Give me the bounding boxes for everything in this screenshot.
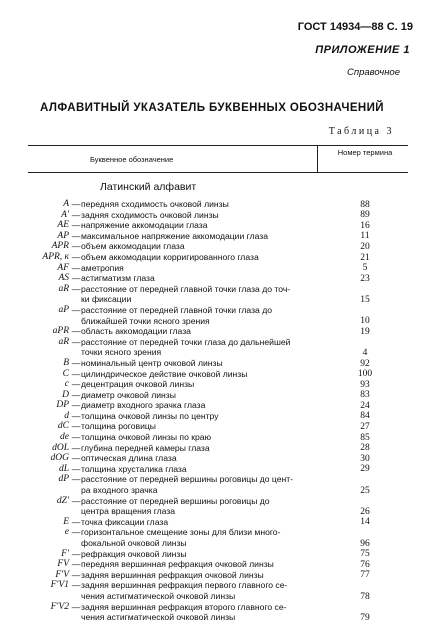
table-header-rule <box>28 172 408 173</box>
row-description <box>81 220 323 231</box>
row-description-line: расстояние от передней главной точки глаза до <box>81 304 273 315</box>
row-term-number: 96 <box>360 538 370 549</box>
row-symbol: AS <box>58 273 69 284</box>
row-symbol: dC <box>57 421 69 432</box>
row-symbol: F'V <box>55 569 69 580</box>
row-description <box>81 199 323 210</box>
row-description <box>81 252 323 263</box>
row-term-number: 14 <box>360 517 370 528</box>
row-term-number: 16 <box>360 220 370 231</box>
row-symbol: aR <box>58 283 69 294</box>
row-description <box>81 432 323 443</box>
row-dash: — <box>71 220 81 231</box>
row-dash: — <box>71 474 81 485</box>
row-dash: — <box>71 516 81 527</box>
row-description <box>81 464 323 475</box>
row-dash: — <box>71 209 81 220</box>
row-term-number: 10 <box>360 316 370 327</box>
table-row <box>0 369 422 380</box>
row-dash: — <box>71 527 81 538</box>
row-description-line: цилиндрическое действие очковой линзы <box>81 368 248 379</box>
row-description-line: объем аккомодации глаза <box>81 241 185 252</box>
row-description-line: диаметр очковой линзы <box>81 389 176 400</box>
row-description <box>81 263 323 274</box>
table-row <box>0 527 422 548</box>
row-term-number: 27 <box>360 422 370 433</box>
row-dash: — <box>71 463 81 474</box>
row-description-line: ра входного зрачка <box>81 485 158 496</box>
row-term-number: 25 <box>360 485 370 496</box>
row-term-number: 83 <box>360 390 370 401</box>
row-description <box>81 580 323 601</box>
row-term-number: 4 <box>362 347 368 358</box>
row-symbol: D <box>62 389 69 400</box>
row-description <box>81 379 323 390</box>
row-description-line: диаметр входного зрачка глаза <box>81 400 206 411</box>
page-title: АЛФАВИТНЫЙ УКАЗАТЕЛЬ БУКВЕННЫХ ОБОЗНАЧЕНИЙ <box>40 102 384 114</box>
row-description <box>81 411 323 422</box>
row-description <box>81 337 323 358</box>
row-term-number: 5 <box>362 263 368 274</box>
row-dash: — <box>71 421 81 432</box>
table-row <box>0 496 422 517</box>
table-row <box>0 305 422 326</box>
row-description-line: толщина хрусталика глаза <box>81 463 187 474</box>
row-term-number: 15 <box>360 294 370 305</box>
row-description-line: аметропия <box>81 262 124 273</box>
row-description <box>81 273 323 284</box>
row-dash: — <box>71 389 81 400</box>
row-dash: — <box>71 569 81 580</box>
row-description <box>81 421 323 432</box>
table-row <box>0 411 422 422</box>
row-dash: — <box>71 357 81 368</box>
row-dash: — <box>71 442 81 453</box>
row-symbol: aP <box>58 304 69 315</box>
row-dash: — <box>71 283 81 294</box>
row-term-number: 85 <box>360 432 370 443</box>
row-term-number: 75 <box>360 549 370 560</box>
row-dash: — <box>71 400 81 411</box>
row-symbol: DP <box>56 400 69 411</box>
header-column-divider <box>317 145 318 172</box>
row-description <box>81 369 323 380</box>
row-dash: — <box>71 336 81 347</box>
row-term-number: 20 <box>360 241 370 252</box>
row-description-line: задняя вершинная рефракция очковой линзы <box>81 569 264 580</box>
table-row <box>0 549 422 560</box>
row-description <box>81 453 323 464</box>
row-description <box>81 231 323 242</box>
row-dash: — <box>71 230 81 241</box>
table-row <box>0 358 422 369</box>
row-symbol: c <box>64 379 69 390</box>
table-row <box>0 252 422 263</box>
row-dash: — <box>71 495 81 506</box>
row-symbol: C <box>62 368 69 379</box>
table-row <box>0 220 422 231</box>
table-row <box>0 474 422 495</box>
row-dash: — <box>71 326 81 337</box>
row-symbol: de <box>60 432 69 443</box>
row-dash: — <box>71 601 81 612</box>
row-description-line: центра вращения глаза <box>81 506 176 517</box>
table-row <box>0 199 422 210</box>
table-row <box>0 421 422 432</box>
row-description-line: объем аккомодации корригированного глаза <box>81 251 259 262</box>
table-row <box>0 263 422 274</box>
row-description-line: задняя сходимость очковой линзы <box>81 209 219 220</box>
table-row <box>0 273 422 284</box>
row-dash: — <box>71 368 81 379</box>
row-description <box>81 284 323 305</box>
appendix-label: ПРИЛОЖЕНИЕ 1 <box>315 44 410 56</box>
row-description <box>81 390 323 401</box>
document-header: ГОСТ 14934—88 С. 19 <box>297 21 413 33</box>
row-term-number: 23 <box>360 273 370 284</box>
table-row <box>0 453 422 464</box>
row-term-number: 24 <box>360 400 370 411</box>
row-description-line: фокальной очковой линзы <box>81 538 187 548</box>
row-description-line: толщина очковой линзы по центру <box>81 410 219 421</box>
table-row <box>0 231 422 242</box>
row-description <box>81 326 323 337</box>
row-symbol: F'V2 <box>50 601 69 612</box>
row-term-number: 78 <box>360 591 370 602</box>
table-row <box>0 602 422 623</box>
row-description-line: номинальный центр очковой линзы <box>81 357 223 368</box>
row-symbol: F' <box>61 548 69 559</box>
row-symbol: A' <box>61 209 69 220</box>
row-term-number: 88 <box>360 199 370 210</box>
row-description-line: задняя вершинная рефракция первого главного се- <box>81 580 288 591</box>
row-symbol: APR <box>51 241 69 252</box>
row-symbol: E <box>63 516 69 527</box>
row-symbol: dL <box>58 463 69 474</box>
row-term-number: 30 <box>360 453 370 464</box>
row-description <box>81 241 323 252</box>
row-description-line: точки ясного зрения <box>81 347 162 358</box>
row-description-line: чения астигматической очковой линзы <box>81 612 236 623</box>
row-description-line: задняя вершинная рефракция второго главного се- <box>81 601 287 612</box>
row-symbol: AF <box>57 262 69 273</box>
row-symbol: aPR <box>52 326 69 337</box>
row-symbol: AP <box>57 230 69 241</box>
table-row <box>0 443 422 454</box>
table-row <box>0 464 422 475</box>
row-description <box>81 443 323 454</box>
row-symbol: B <box>63 357 69 368</box>
table-row <box>0 241 422 252</box>
row-symbol: d <box>64 410 69 421</box>
row-term-number: 76 <box>360 559 370 570</box>
section-heading: Латинский алфавит <box>100 181 197 193</box>
row-description <box>81 358 323 369</box>
row-symbol: APR, к <box>42 251 69 262</box>
table-row <box>0 390 422 401</box>
row-term-number: 77 <box>360 570 370 581</box>
row-description-line: передняя вершинная рефракция очковой линзы <box>81 559 274 570</box>
row-symbol: dP <box>58 474 69 485</box>
row-dash: — <box>71 304 81 315</box>
table-row <box>0 337 422 358</box>
row-description <box>81 559 323 570</box>
row-term-number: 84 <box>360 411 370 422</box>
row-description <box>81 474 323 495</box>
table-row <box>0 326 422 337</box>
row-symbol: dOL <box>52 442 69 453</box>
row-term-number: 89 <box>360 210 370 221</box>
row-dash: — <box>71 241 81 252</box>
row-description <box>81 527 323 548</box>
row-description-line: чения астигматической очковой линзы <box>81 590 236 601</box>
row-symbol: aR <box>58 336 69 347</box>
row-description-line: ки фиксации <box>81 294 132 305</box>
row-dash: — <box>71 432 81 443</box>
row-term-number: 100 <box>357 369 373 380</box>
table-row <box>0 517 422 528</box>
row-dash: — <box>71 580 81 591</box>
row-dash: — <box>71 262 81 273</box>
row-symbol: AE <box>57 220 69 231</box>
row-term-number: 93 <box>360 379 370 390</box>
row-term-number: 92 <box>360 358 370 369</box>
row-term-number: 21 <box>360 252 370 263</box>
row-description-line: максимальное напряжение аккомодации глаза <box>81 230 269 241</box>
row-dash: — <box>71 199 81 209</box>
row-symbol: F'V1 <box>50 580 69 591</box>
table-row <box>0 400 422 411</box>
row-description <box>81 517 323 528</box>
row-description <box>81 549 323 560</box>
row-description-line: толщина очковой линзы по краю <box>81 432 212 443</box>
row-term-number: 11 <box>360 231 370 242</box>
row-description-line: расстояние от передней вершины роговицы до цент- <box>81 474 294 485</box>
table-row <box>0 432 422 443</box>
row-description-line: точка фиксации глаза <box>81 516 169 527</box>
row-description-line: расстояние от передней главной точки глаза до точ- <box>81 283 291 294</box>
index-table-body <box>0 199 422 623</box>
row-description-line: ближайшей точки ясного зрения <box>81 315 210 326</box>
row-description-line: астигматизм глаза <box>81 273 155 284</box>
row-dash: — <box>71 251 81 262</box>
row-dash: — <box>71 273 81 284</box>
row-symbol: e <box>64 527 69 538</box>
row-description-line: область аккомодации глаза <box>81 326 191 337</box>
row-term-number: 29 <box>360 464 370 475</box>
row-description <box>81 210 323 221</box>
table-label: Таблица 3 <box>328 126 394 137</box>
row-description <box>81 305 323 326</box>
row-term-number: 26 <box>360 506 370 517</box>
row-dash: — <box>71 410 81 421</box>
row-dash: — <box>71 453 81 464</box>
row-description <box>81 570 323 581</box>
row-description <box>81 602 323 623</box>
row-description-line: расстояние от передней точки глаза до дальнейшей <box>81 336 291 347</box>
row-description-line: расстояние от передней вершины роговицы до <box>81 495 270 506</box>
table-top-rule <box>28 145 408 146</box>
row-term-number: 28 <box>360 443 370 454</box>
row-symbol: FV <box>57 559 69 570</box>
row-symbol: dOG <box>50 453 69 464</box>
row-term-number: 19 <box>360 326 370 337</box>
table-row <box>0 284 422 305</box>
row-dash: — <box>71 559 81 570</box>
row-description-line: толщина роговицы <box>81 421 156 432</box>
row-description-line: напряжение аккомодации глаза <box>81 220 208 231</box>
row-description-line: децентрация очковой линзы <box>81 379 195 390</box>
table-row <box>0 379 422 390</box>
row-dash: — <box>71 379 81 390</box>
column-header-term-number: Номер термина <box>337 148 393 157</box>
row-description <box>81 496 323 517</box>
row-description-line: оптическая длина глаза <box>81 453 177 464</box>
row-description-line: глубина передней камеры глаза <box>81 442 210 453</box>
row-description-line: передняя сходимость очковой линзы <box>81 199 229 209</box>
row-symbol: dZ' <box>56 495 69 506</box>
table-row <box>0 580 422 601</box>
row-dash: — <box>71 548 81 559</box>
column-header-symbol: Буквенное обозначение <box>90 155 174 164</box>
table-row <box>0 559 422 570</box>
row-description-line: рефракция очковой линзы <box>81 548 187 559</box>
reference-type: Справочное <box>347 67 400 78</box>
row-description <box>81 400 323 411</box>
row-description-line: горизонтальное смещение зоны для близи много- <box>81 527 281 538</box>
row-term-number: 79 <box>360 612 370 623</box>
row-symbol: A <box>63 199 69 209</box>
table-row <box>0 570 422 581</box>
table-row <box>0 210 422 221</box>
